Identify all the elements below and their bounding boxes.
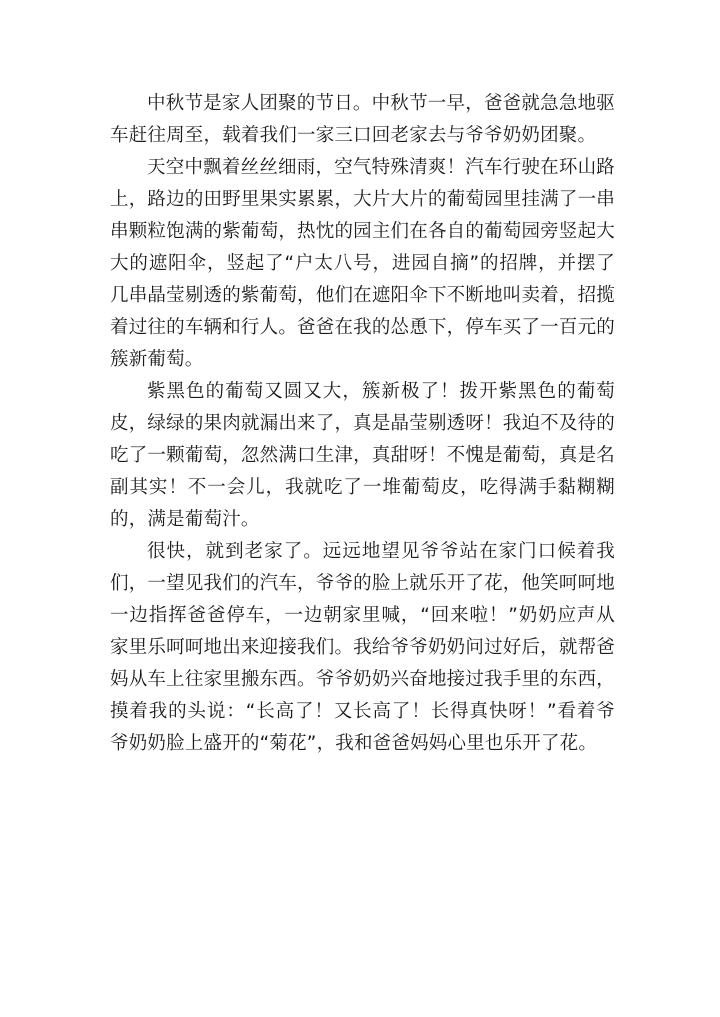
essay-body [110,88,615,760]
paragraph-3: 紫黑色的葡萄又圆又大，簇新极了！拨开紫黑色的葡萄皮，绿绿的果肉就漏出来了，真是晶莹剔透呀！我迫不及待的吃了一颗葡萄，忽然满口生津，真甜呀！不愧是葡萄，真是名副其实！不一会儿，我就吃了一堆葡萄皮，吃得满手黏糊糊的，满是葡萄汁。 [110,381,615,530]
paragraph-1: 中秋节是家人团聚的节日。中秋节一早，爸爸就急急地驱车赶往周至，载着我们一家三口回老家去与爷爷奶奶团聚。 [110,93,615,146]
paragraph-4: 很快，就到老家了。远远地望见爷爷站在家门口候着我们，一望见我们的汽车，爷爷的脸上就乐开了花，他笑呵呵地一边指挥爸爸停车，一边朝家里喊，“回来啦！”奶奶应声从家里乐呵呵地出来迎接我们。我给爷爷奶奶问过好后，就帮爸妈从车上往家里搬东西。爷爷奶奶兴奋地接过我手里的东西，摸着我的头说：“长高了！又长高了！长得真快呀！”看着爷爷奶奶脸上盛开的“菊花”，我和爸爸妈妈心里也乐开了花。 [110,541,615,754]
paragraph-2: 天空中飘着丝丝细雨，空气特殊清爽！汽车行驶在环山路上，路边的田野里果实累累，大片大片的葡萄园里挂满了一串串颗粒饱满的紫葡萄，热忱的园主们在各自的葡萄园旁竖起大大的遮阳伞，竖起了“户太八号，进园自摘”的招牌，并摆了几串晶莹剔透的紫葡萄，他们在遮阳伞下不断地叫卖着，招揽着过往的车辆和行人。爸爸在我的怂恿下，停车买了一百元的簇新葡萄。 [110,157,615,370]
